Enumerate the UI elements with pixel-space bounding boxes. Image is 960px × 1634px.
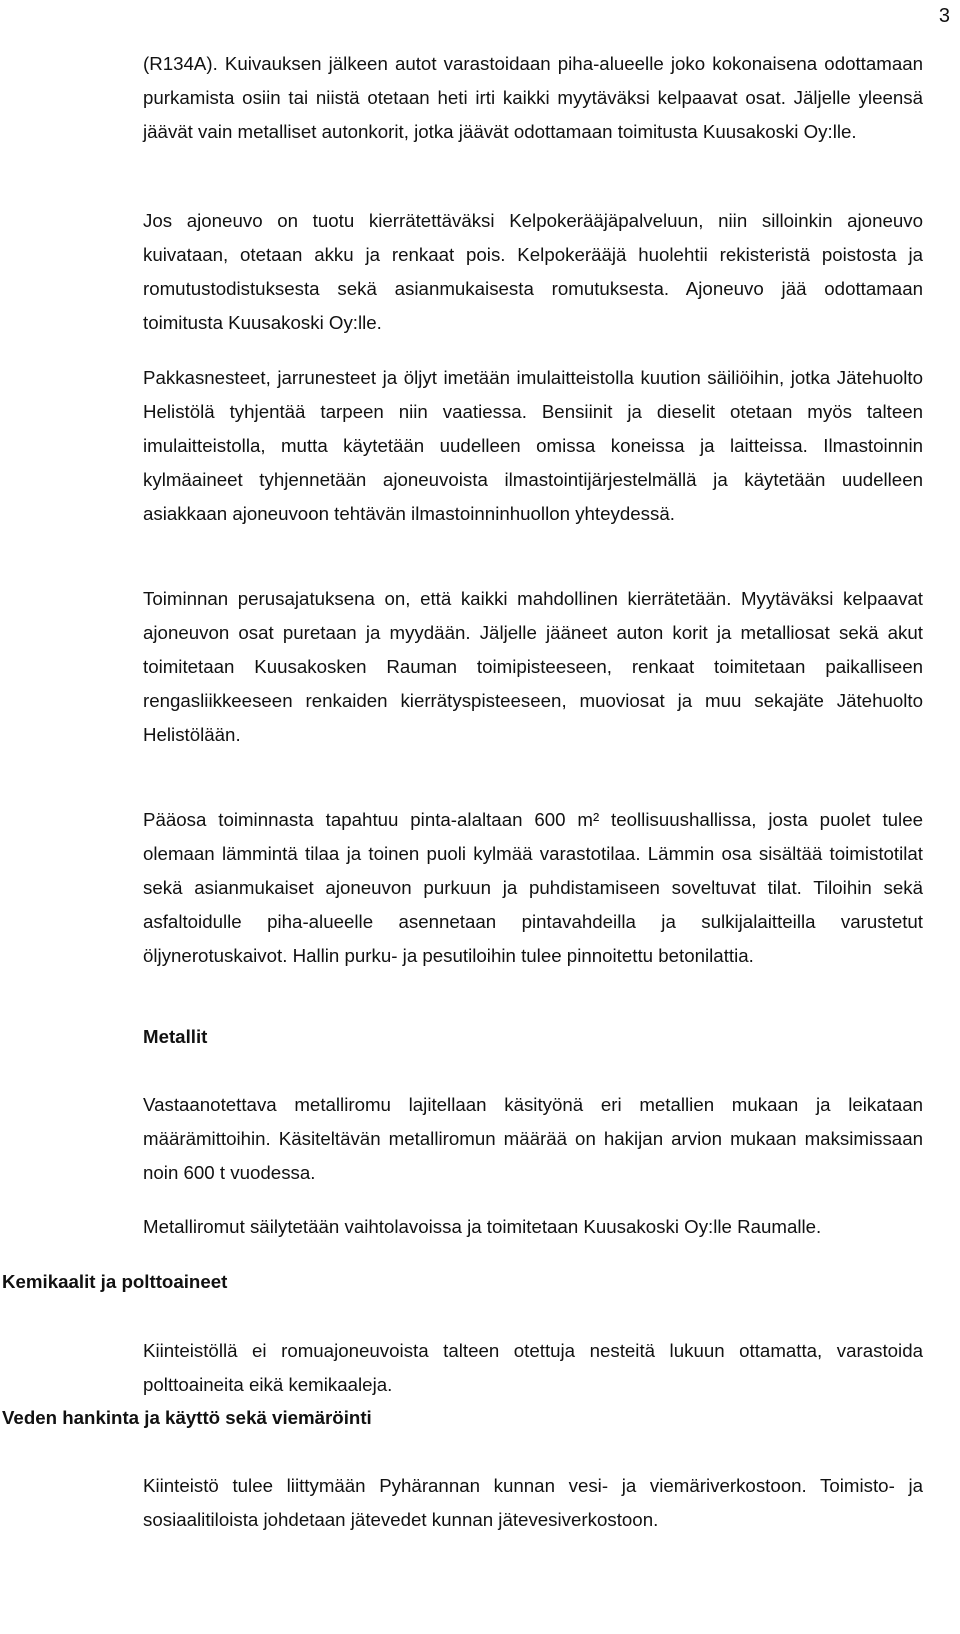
paragraph-fluids: Pakkasnesteet, jarrunesteet ja öljyt imetään imulaitteistolla kuution säiliöihin, jotka Jätehuolto Helistölä tyhjentää tarpeen niin vaatiessa. Bensiinit ja dieselit otetaan myös talteen imulaitteistolla, mutta käytetään uudelleen omissa koneissa ja laitteissa. Ilmastoinnin kylmäaineet tyhjennetään ajoneuvoista ilmastointijärjestelmällä ja käytetään uudelleen asiakkaan ajoneuvoon tehtävän ilmastoinninhuollon yhteydessä. bbox=[143, 367, 923, 524]
paragraph-metal-scrap: Vastaanotettava metalliromu lajitellaan käsityönä eri metallien mukaan ja leikataan määrämittoihin. Käsiteltävän metalliromun määrää on hakijan arvion mukaan maksimissaan noin 600 t vuodessa. bbox=[143, 1094, 923, 1183]
heading-kemikaalit: Kemikaalit ja polttoaineet bbox=[2, 1271, 228, 1292]
heading-vesi: Veden hankinta ja käyttö sekä viemäröinti bbox=[2, 1407, 372, 1428]
paragraph-recycling-principle: Toiminnan perusajatuksena on, että kaikki mahdollinen kierrätetään. Myytäväksi kelpaavat ajoneuvon osat puretaan ja myydään. Jäljelle jääneet auton korit ja metalliosat sekä akut toimitetaan Kuusakosken Rauman toimipisteeseen, renkaat toimitetaan paikalliseen rengasliikkeeseen renkaiden kierrätyspisteeseen, muoviosat ja muu sekajäte Jätehuolto Helistölään. bbox=[143, 588, 923, 745]
paragraph-facility: Pääosa toiminnasta tapahtuu pinta-alaltaan 600 m² teollisuushallissa, josta puolet tulee olemaan lämmintä tilaa ja toinen puoli kylmää varastotilaa. Lämmin osa sisältää toimistotilat sekä asianmukaiset ajoneuvon purkuun ja puhdistamiseen soveltuvat tilat. Tiloihin sekä asfaltoidulle piha-alueelle asennetaan pintavahdeilla ja sulkijalaitteilla varustetut öljynerotuskaivot. Hallin purku- ja pesutiloihin tulee pinnoitettu betonilattia. bbox=[143, 809, 923, 966]
paragraph-water: Kiinteistö tulee liittymään Pyhärannan kunnan vesi- ja viemäriverkostoon. Toimisto- ja sosiaalitiloista johdetaan jätevedet kunnan jätevesiverkostoon. bbox=[143, 1475, 923, 1530]
page-number: 3 bbox=[938, 5, 950, 27]
paragraph-drying: (R134A). Kuivauksen jälkeen autot varastoidaan piha-alueelle joko kokonaisena odottamaan purkamista osiin tai niistä otetaan heti irti kaikki myytäväksi kelpaavat osat. Jäljelle yleensä jäävät vain metalliset autonkorit, jotka jäävät odottamaan toimitusta Kuusakoski Oy:lle. bbox=[143, 53, 923, 142]
paragraph-kelpokeraaja: Jos ajoneuvo on tuotu kierrätettäväksi Kelpokerääjäpalveluun, niin silloinkin ajoneuvo kuivataan, otetaan akku ja renkaat pois. Kelpokerääjä huolehtii rekisteristä poistosta ja romutustodistuksesta sekä asianmukaisesta romutuksesta. Ajoneuvo jää odottamaan toimitusta Kuusakoski Oy:lle. bbox=[143, 210, 923, 333]
heading-metallit: Metallit bbox=[143, 1026, 208, 1047]
paragraph-metal-storage: Metalliromut säilytetään vaihtolavoissa ja toimitetaan Kuusakoski Oy:lle Raumalle. bbox=[143, 1216, 822, 1237]
paragraph-chemicals: Kiinteistöllä ei romuajoneuvoista talteen otettuja nesteitä lukuun ottamatta, varastoida polttoaineita eikä kemikaaleja. bbox=[143, 1340, 923, 1395]
